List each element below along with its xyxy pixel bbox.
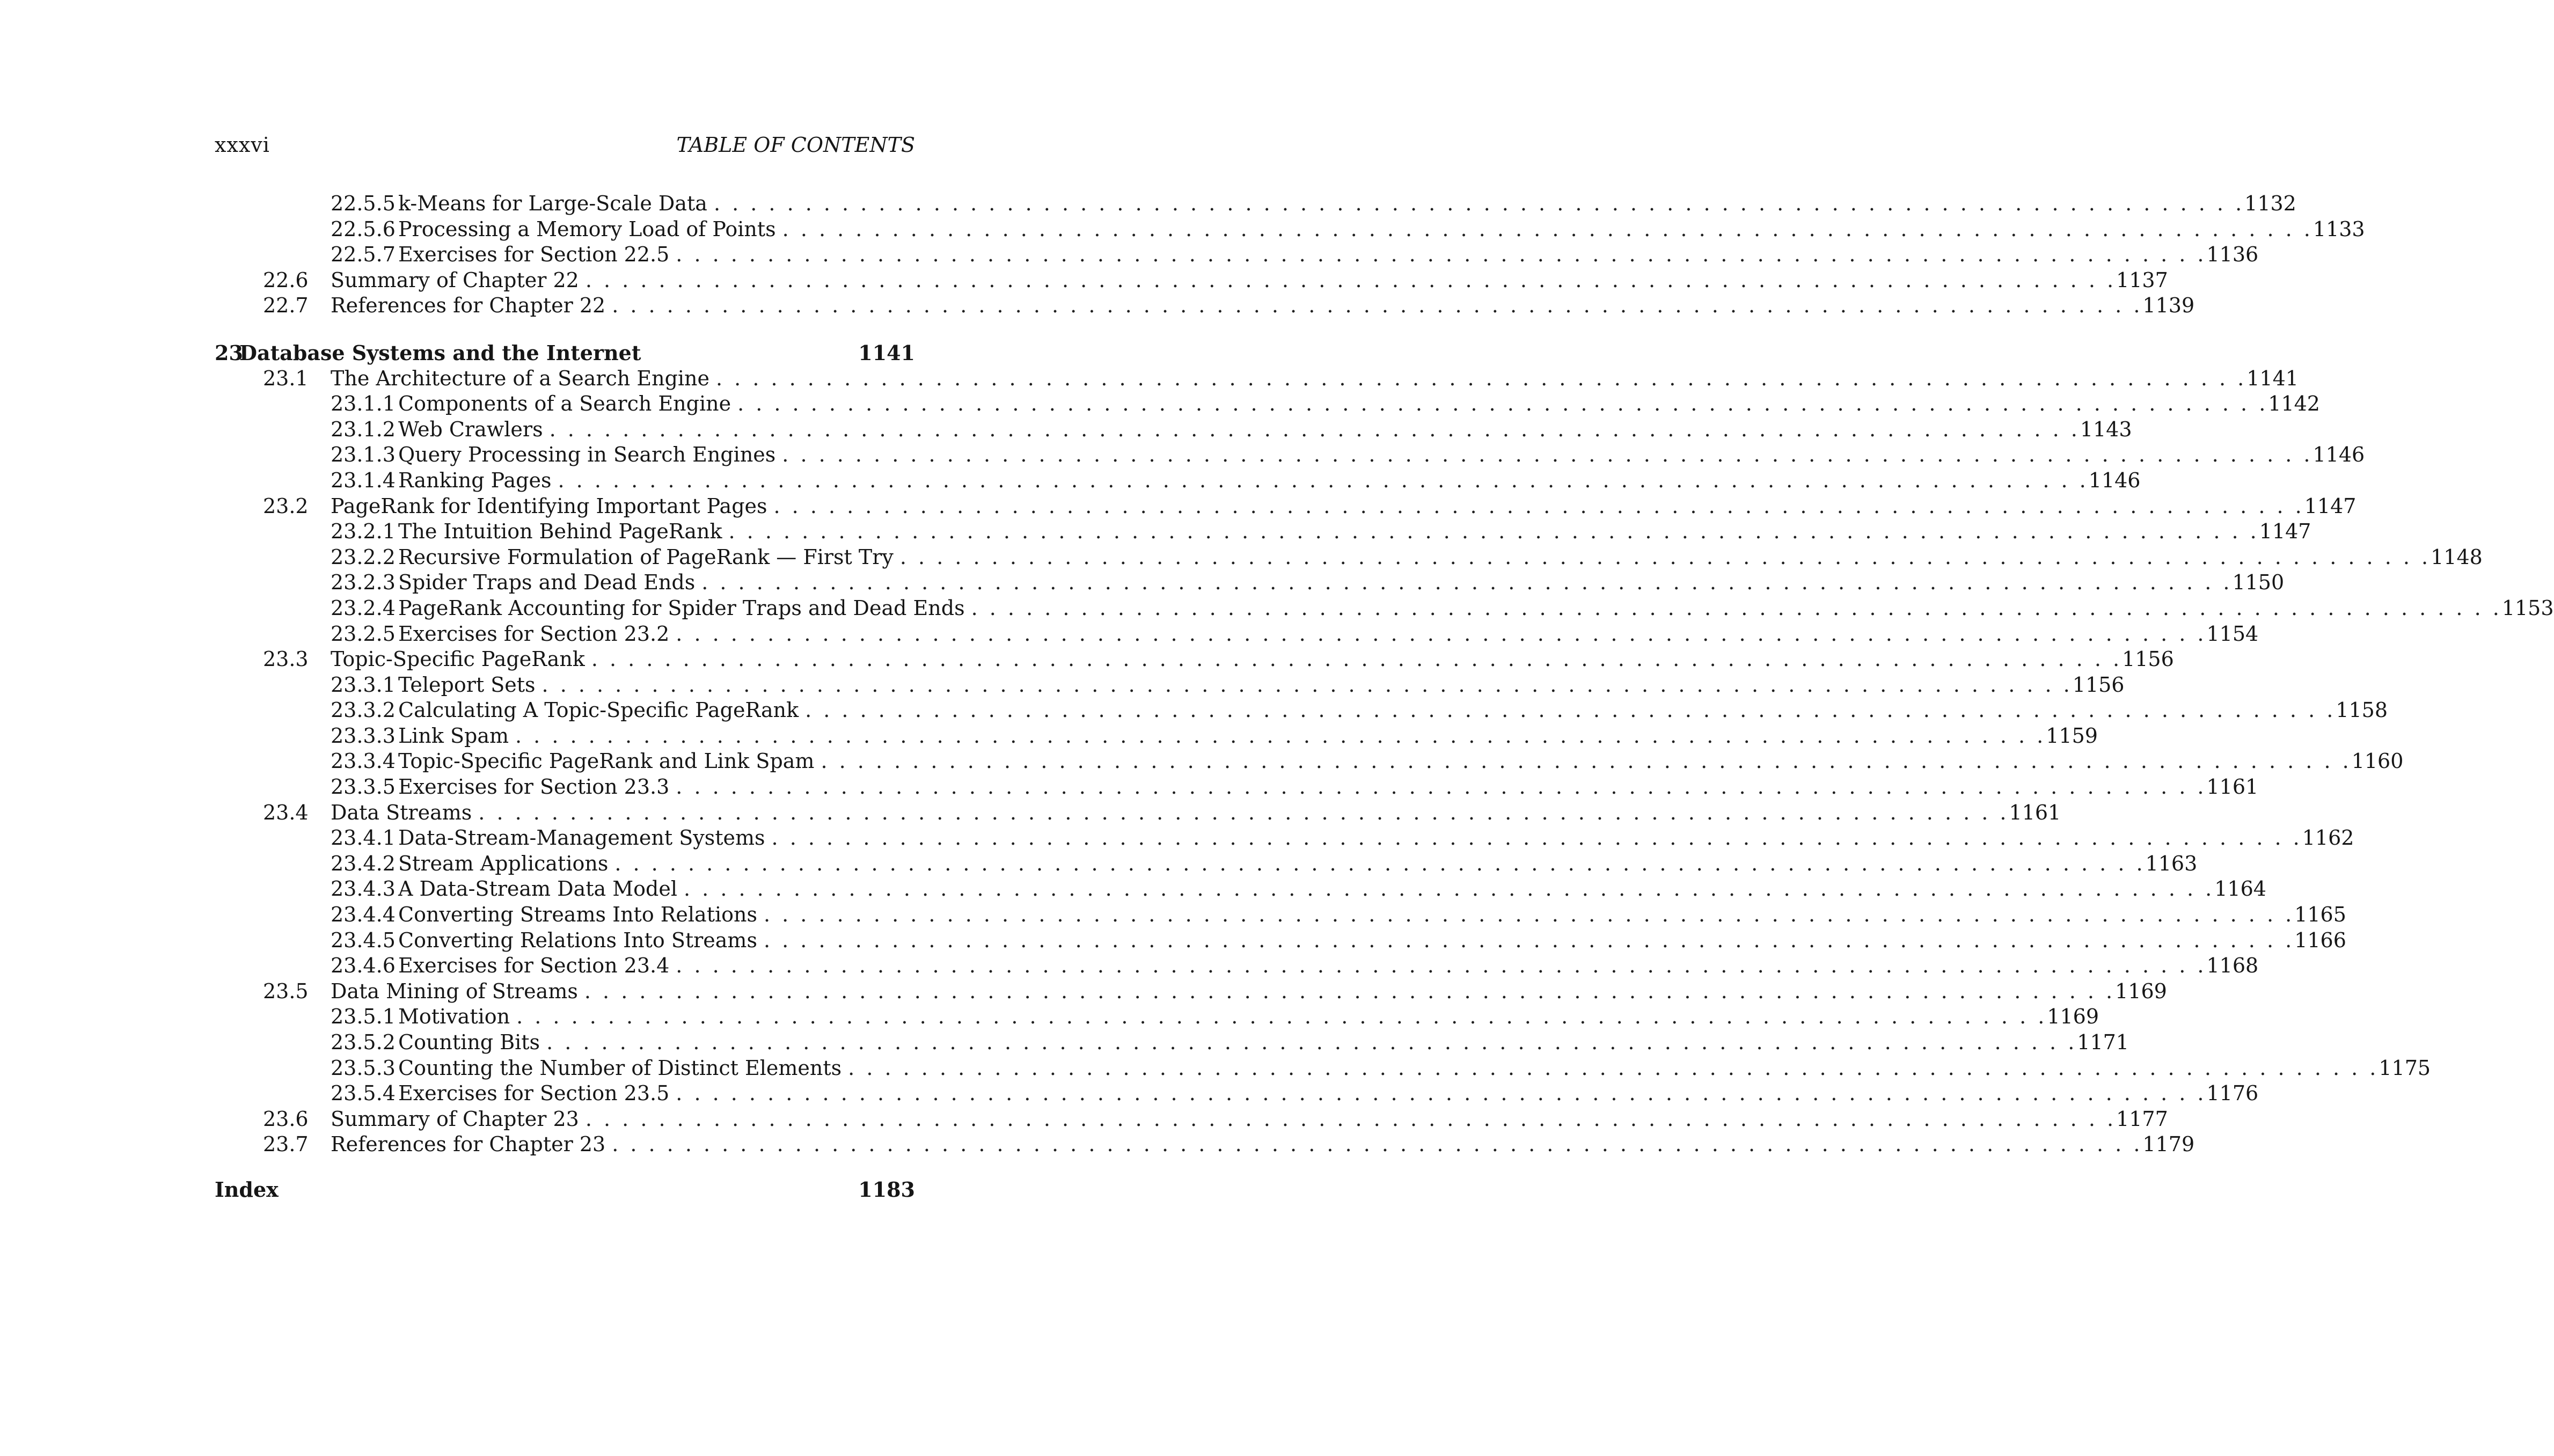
entry-page: 1143 xyxy=(2080,417,2132,441)
toc-subsection-entry[interactable] xyxy=(215,902,2346,928)
dot-leader xyxy=(799,698,2336,723)
entry-page: 1163 xyxy=(2145,851,2198,875)
entry-page: 1160 xyxy=(2351,749,2404,773)
dot-leader xyxy=(669,1081,2206,1107)
entry-page: 1162 xyxy=(2302,826,2354,850)
toc-subsection-entry[interactable] xyxy=(215,545,2483,570)
entry-title: Topic-Specific PageRank xyxy=(331,647,585,671)
dot-leader xyxy=(677,876,2214,902)
entry-number: 23.5.4 xyxy=(331,1081,396,1106)
entry-number: 23.5.1 xyxy=(331,1005,396,1029)
entry-number: 23.3.3 xyxy=(331,723,396,748)
dot-leader xyxy=(669,621,2206,647)
dot-leader xyxy=(472,800,2009,826)
dot-leader xyxy=(605,1132,2142,1158)
entry-page: 1159 xyxy=(2046,723,2098,748)
dot-leader xyxy=(579,268,2116,294)
entry-number: 22.5.5 xyxy=(331,192,396,215)
entry-page: 1139 xyxy=(2142,294,2195,318)
entry-page: 1150 xyxy=(2232,570,2285,595)
dot-leader xyxy=(765,825,2302,851)
toc-subsection-entry[interactable] xyxy=(215,953,2259,979)
entry-page: 1136 xyxy=(2206,243,2259,267)
dot-leader xyxy=(669,953,2206,979)
toc-subsection-entry[interactable] xyxy=(215,391,2320,417)
toc-subsection-entry[interactable] xyxy=(215,876,2266,902)
entry-page: 1147 xyxy=(2259,520,2311,544)
entry-page: 1168 xyxy=(2206,954,2259,978)
entry-title: Counting Bits xyxy=(398,1030,540,1054)
toc-subsection-entry[interactable] xyxy=(215,672,2125,698)
entry-number: 23.2.1 xyxy=(331,520,396,544)
entry-number: 23.6 xyxy=(263,1107,309,1131)
entry-number: 23.3.1 xyxy=(331,672,396,697)
entry-page: 1166 xyxy=(2294,928,2346,952)
toc-subsection-entry[interactable] xyxy=(215,191,2296,217)
entry-number: 23.7 xyxy=(263,1132,309,1157)
entry-page: 1133 xyxy=(2312,217,2365,241)
toc-subsection-entry[interactable] xyxy=(215,851,2198,877)
entry-number: 23.4.2 xyxy=(331,851,396,875)
entry-title: Query Processing in Search Engines xyxy=(398,443,776,467)
entry-page: 1175 xyxy=(2379,1056,2431,1080)
entry-title: Stream Applications xyxy=(398,851,609,875)
dot-leader xyxy=(540,1030,2077,1056)
entry-title: Data-Stream-Management Systems xyxy=(398,826,765,850)
entry-page: 1132 xyxy=(2244,192,2296,215)
entry-title: Summary of Chapter 22 xyxy=(331,268,579,292)
entry-number: 23.5.2 xyxy=(331,1030,396,1054)
entry-page: 1169 xyxy=(2047,1005,2099,1029)
chapter-number: 23 xyxy=(215,340,243,365)
entry-number: 23.3.5 xyxy=(331,775,396,799)
dot-leader xyxy=(722,519,2259,545)
toc-subsection-entry[interactable] xyxy=(215,928,2346,954)
entry-number: 23.2.4 xyxy=(331,596,396,620)
entry-page: 1153 xyxy=(2501,596,2554,620)
dot-leader xyxy=(757,902,2294,928)
entry-number: 23.4.1 xyxy=(331,826,396,850)
entry-title: Topic-Specific PageRank and Link Spam xyxy=(398,749,815,773)
toc-entries-chapter-23 xyxy=(215,366,2554,1158)
entry-number: 23.2.3 xyxy=(331,570,396,595)
dot-leader xyxy=(536,672,2073,698)
entry-page: 1146 xyxy=(2088,468,2141,492)
entry-page: 1156 xyxy=(2072,672,2125,697)
toc-subsection-entry[interactable] xyxy=(215,442,2365,468)
toc-entries-chapter-22 xyxy=(215,191,2365,319)
toc-subsection-entry[interactable] xyxy=(215,242,2259,268)
entry-page: 1148 xyxy=(2431,545,2483,569)
toc-subsection-entry[interactable] xyxy=(215,825,2354,851)
toc-section-entry[interactable] xyxy=(215,293,2195,319)
dot-leader xyxy=(509,723,2046,749)
entry-title: Motivation xyxy=(398,1005,510,1029)
dot-leader xyxy=(767,494,2304,520)
page-number: xxxvi xyxy=(215,133,270,157)
entry-page: 1165 xyxy=(2294,903,2346,927)
entry-number: 23.2.2 xyxy=(331,545,396,569)
entry-number: 22.5.6 xyxy=(331,217,396,241)
dot-leader xyxy=(552,468,2089,494)
toc-section-entry[interactable] xyxy=(215,647,2174,672)
toc-subsection-entry[interactable] xyxy=(215,1030,2129,1056)
dot-leader xyxy=(585,647,2122,672)
toc-section-entry[interactable] xyxy=(215,979,2167,1005)
entry-title: Recursive Formulation of PageRank — First Try xyxy=(398,545,894,569)
entry-title: Data Streams xyxy=(331,800,472,824)
toc-subsection-entry[interactable] xyxy=(215,570,2285,596)
entry-number: 23.4 xyxy=(263,800,309,824)
entry-page: 1142 xyxy=(2268,392,2320,416)
entry-number: 23.3.2 xyxy=(331,698,396,722)
entry-number: 23.5 xyxy=(263,979,309,1003)
entry-number: 23.3.4 xyxy=(331,749,396,773)
index-page: 1183 xyxy=(858,1177,915,1202)
toc-subsection-entry[interactable] xyxy=(215,519,2311,545)
entry-number: 22.6 xyxy=(263,268,309,292)
entry-page: 1156 xyxy=(2122,647,2174,671)
entry-title: Teleport Sets xyxy=(398,672,536,697)
entry-title: Converting Relations Into Streams xyxy=(398,928,757,952)
entry-title: Components of a Search Engine xyxy=(398,392,731,416)
entry-page: 1179 xyxy=(2142,1132,2195,1157)
dot-leader xyxy=(510,1004,2047,1030)
entry-title: Ranking Pages xyxy=(398,468,552,492)
dot-leader xyxy=(731,391,2268,417)
entry-title: Link Spam xyxy=(398,723,509,748)
entry-title: PageRank for Identifying Important Pages xyxy=(331,494,767,518)
entry-title: Data Mining of Streams xyxy=(331,979,578,1003)
toc-subsection-entry[interactable] xyxy=(215,596,2554,621)
chapter-title: Database Systems and the Internet xyxy=(239,340,641,365)
toc-subsection-entry[interactable] xyxy=(215,1004,2099,1030)
entry-number: 23.4.5 xyxy=(331,928,396,952)
entry-number: 23.3 xyxy=(263,647,309,671)
toc-section-entry[interactable] xyxy=(215,1107,2168,1132)
entry-title: Exercises for Section 23.2 xyxy=(398,621,670,646)
dot-leader xyxy=(579,1107,2116,1132)
entry-page: 1164 xyxy=(2214,877,2266,901)
dot-leader xyxy=(814,749,2351,774)
chapter-heading[interactable] xyxy=(215,340,915,366)
entry-number: 22.5.7 xyxy=(331,243,396,267)
dot-leader xyxy=(894,545,2431,570)
toc-subsection-entry[interactable] xyxy=(215,1081,2259,1107)
entry-page: 1177 xyxy=(2116,1107,2168,1131)
entry-page: 1146 xyxy=(2312,443,2365,467)
toc-section-entry[interactable] xyxy=(215,494,2357,520)
entry-number: 23.1.1 xyxy=(331,392,396,416)
entry-page: 1171 xyxy=(2077,1030,2129,1054)
entry-number: 23.1 xyxy=(263,366,309,390)
entry-number: 23.1.2 xyxy=(331,417,396,441)
entry-number: 23.2.5 xyxy=(331,621,396,646)
toc-section-entry[interactable] xyxy=(215,1132,2195,1158)
entry-page: 1147 xyxy=(2304,494,2357,518)
dot-leader xyxy=(841,1056,2379,1081)
entry-title: Converting Streams Into Relations xyxy=(398,903,757,927)
entry-page: 1137 xyxy=(2116,268,2168,292)
entry-title: Web Crawlers xyxy=(398,417,543,441)
entry-title: Exercises for Section 23.3 xyxy=(398,775,670,799)
toc-subsection-entry[interactable] xyxy=(215,774,2259,800)
dot-leader xyxy=(757,928,2294,954)
entry-number: 23.4.6 xyxy=(331,954,396,978)
page-header xyxy=(215,133,915,159)
entry-page: 1141 xyxy=(2246,366,2299,390)
toc-section-entry[interactable] xyxy=(215,800,2061,826)
toc-subsection-entry[interactable] xyxy=(215,621,2259,647)
entry-page: 1161 xyxy=(2206,775,2259,799)
toc-subsection-entry[interactable] xyxy=(215,417,2132,443)
toc-subsection-entry[interactable] xyxy=(215,468,2141,494)
entry-number: 23.1.3 xyxy=(331,443,396,467)
index-title: Index xyxy=(215,1177,279,1202)
dot-leader xyxy=(608,851,2145,877)
toc-section-entry[interactable] xyxy=(215,366,2299,392)
dot-leader xyxy=(776,217,2313,243)
dot-leader xyxy=(669,774,2206,800)
entry-title: References for Chapter 23 xyxy=(331,1132,606,1157)
index-heading[interactable] xyxy=(215,1177,915,1203)
entry-page: 1161 xyxy=(2009,800,2061,824)
dot-leader xyxy=(543,417,2080,443)
entry-number: 23.1.4 xyxy=(331,468,396,492)
dot-leader xyxy=(695,570,2232,596)
entry-title: Processing a Memory Load of Points xyxy=(398,217,776,241)
dot-leader xyxy=(605,293,2142,319)
table-of-contents xyxy=(215,191,2554,1203)
entry-title: References for Chapter 22 xyxy=(331,294,606,318)
entry-number: 23.5.3 xyxy=(331,1056,396,1080)
entry-title: k-Means for Large-Scale Data xyxy=(398,192,707,215)
toc-subsection-entry[interactable] xyxy=(215,217,2365,243)
toc-subsection-entry[interactable] xyxy=(215,749,2404,774)
chapter-page: 1141 xyxy=(858,340,915,365)
entry-title: Spider Traps and Dead Ends xyxy=(398,570,696,595)
entry-title: The Architecture of a Search Engine xyxy=(331,366,710,390)
dot-leader xyxy=(669,242,2206,268)
entry-number: 22.7 xyxy=(263,294,309,318)
entry-title: A Data-Stream Data Model xyxy=(398,877,678,901)
entry-number: 23.4.4 xyxy=(331,903,396,927)
dot-leader xyxy=(775,442,2312,468)
entry-title: Exercises for Section 23.5 xyxy=(398,1081,670,1106)
toc-subsection-entry[interactable] xyxy=(215,723,2098,749)
running-title: TABLE OF CONTENTS xyxy=(676,133,915,157)
entry-number: 23.4.3 xyxy=(331,877,396,901)
entry-title: The Intuition Behind PageRank xyxy=(398,520,722,544)
toc-subsection-entry[interactable] xyxy=(215,1056,2431,1081)
entry-title: Exercises for Section 23.4 xyxy=(398,954,670,978)
entry-title: Summary of Chapter 23 xyxy=(331,1107,579,1131)
dot-leader xyxy=(578,979,2115,1005)
entry-page: 1169 xyxy=(2115,979,2167,1003)
entry-title: Calculating A Topic-Specific PageRank xyxy=(398,698,799,722)
entry-title: PageRank Accounting for Spider Traps and Dead Ends xyxy=(398,596,965,620)
toc-subsection-entry[interactable] xyxy=(215,698,2388,723)
entry-title: Counting the Number of Distinct Elements xyxy=(398,1056,842,1080)
entry-title: Exercises for Section 22.5 xyxy=(398,243,670,267)
dot-leader xyxy=(709,366,2246,392)
dot-leader xyxy=(707,191,2244,217)
dot-leader xyxy=(965,596,2502,621)
entry-page: 1154 xyxy=(2206,621,2259,646)
entry-page: 1158 xyxy=(2336,698,2388,722)
entry-number: 23.2 xyxy=(263,494,309,518)
toc-section-entry[interactable] xyxy=(215,268,2168,294)
entry-page: 1176 xyxy=(2206,1081,2259,1106)
